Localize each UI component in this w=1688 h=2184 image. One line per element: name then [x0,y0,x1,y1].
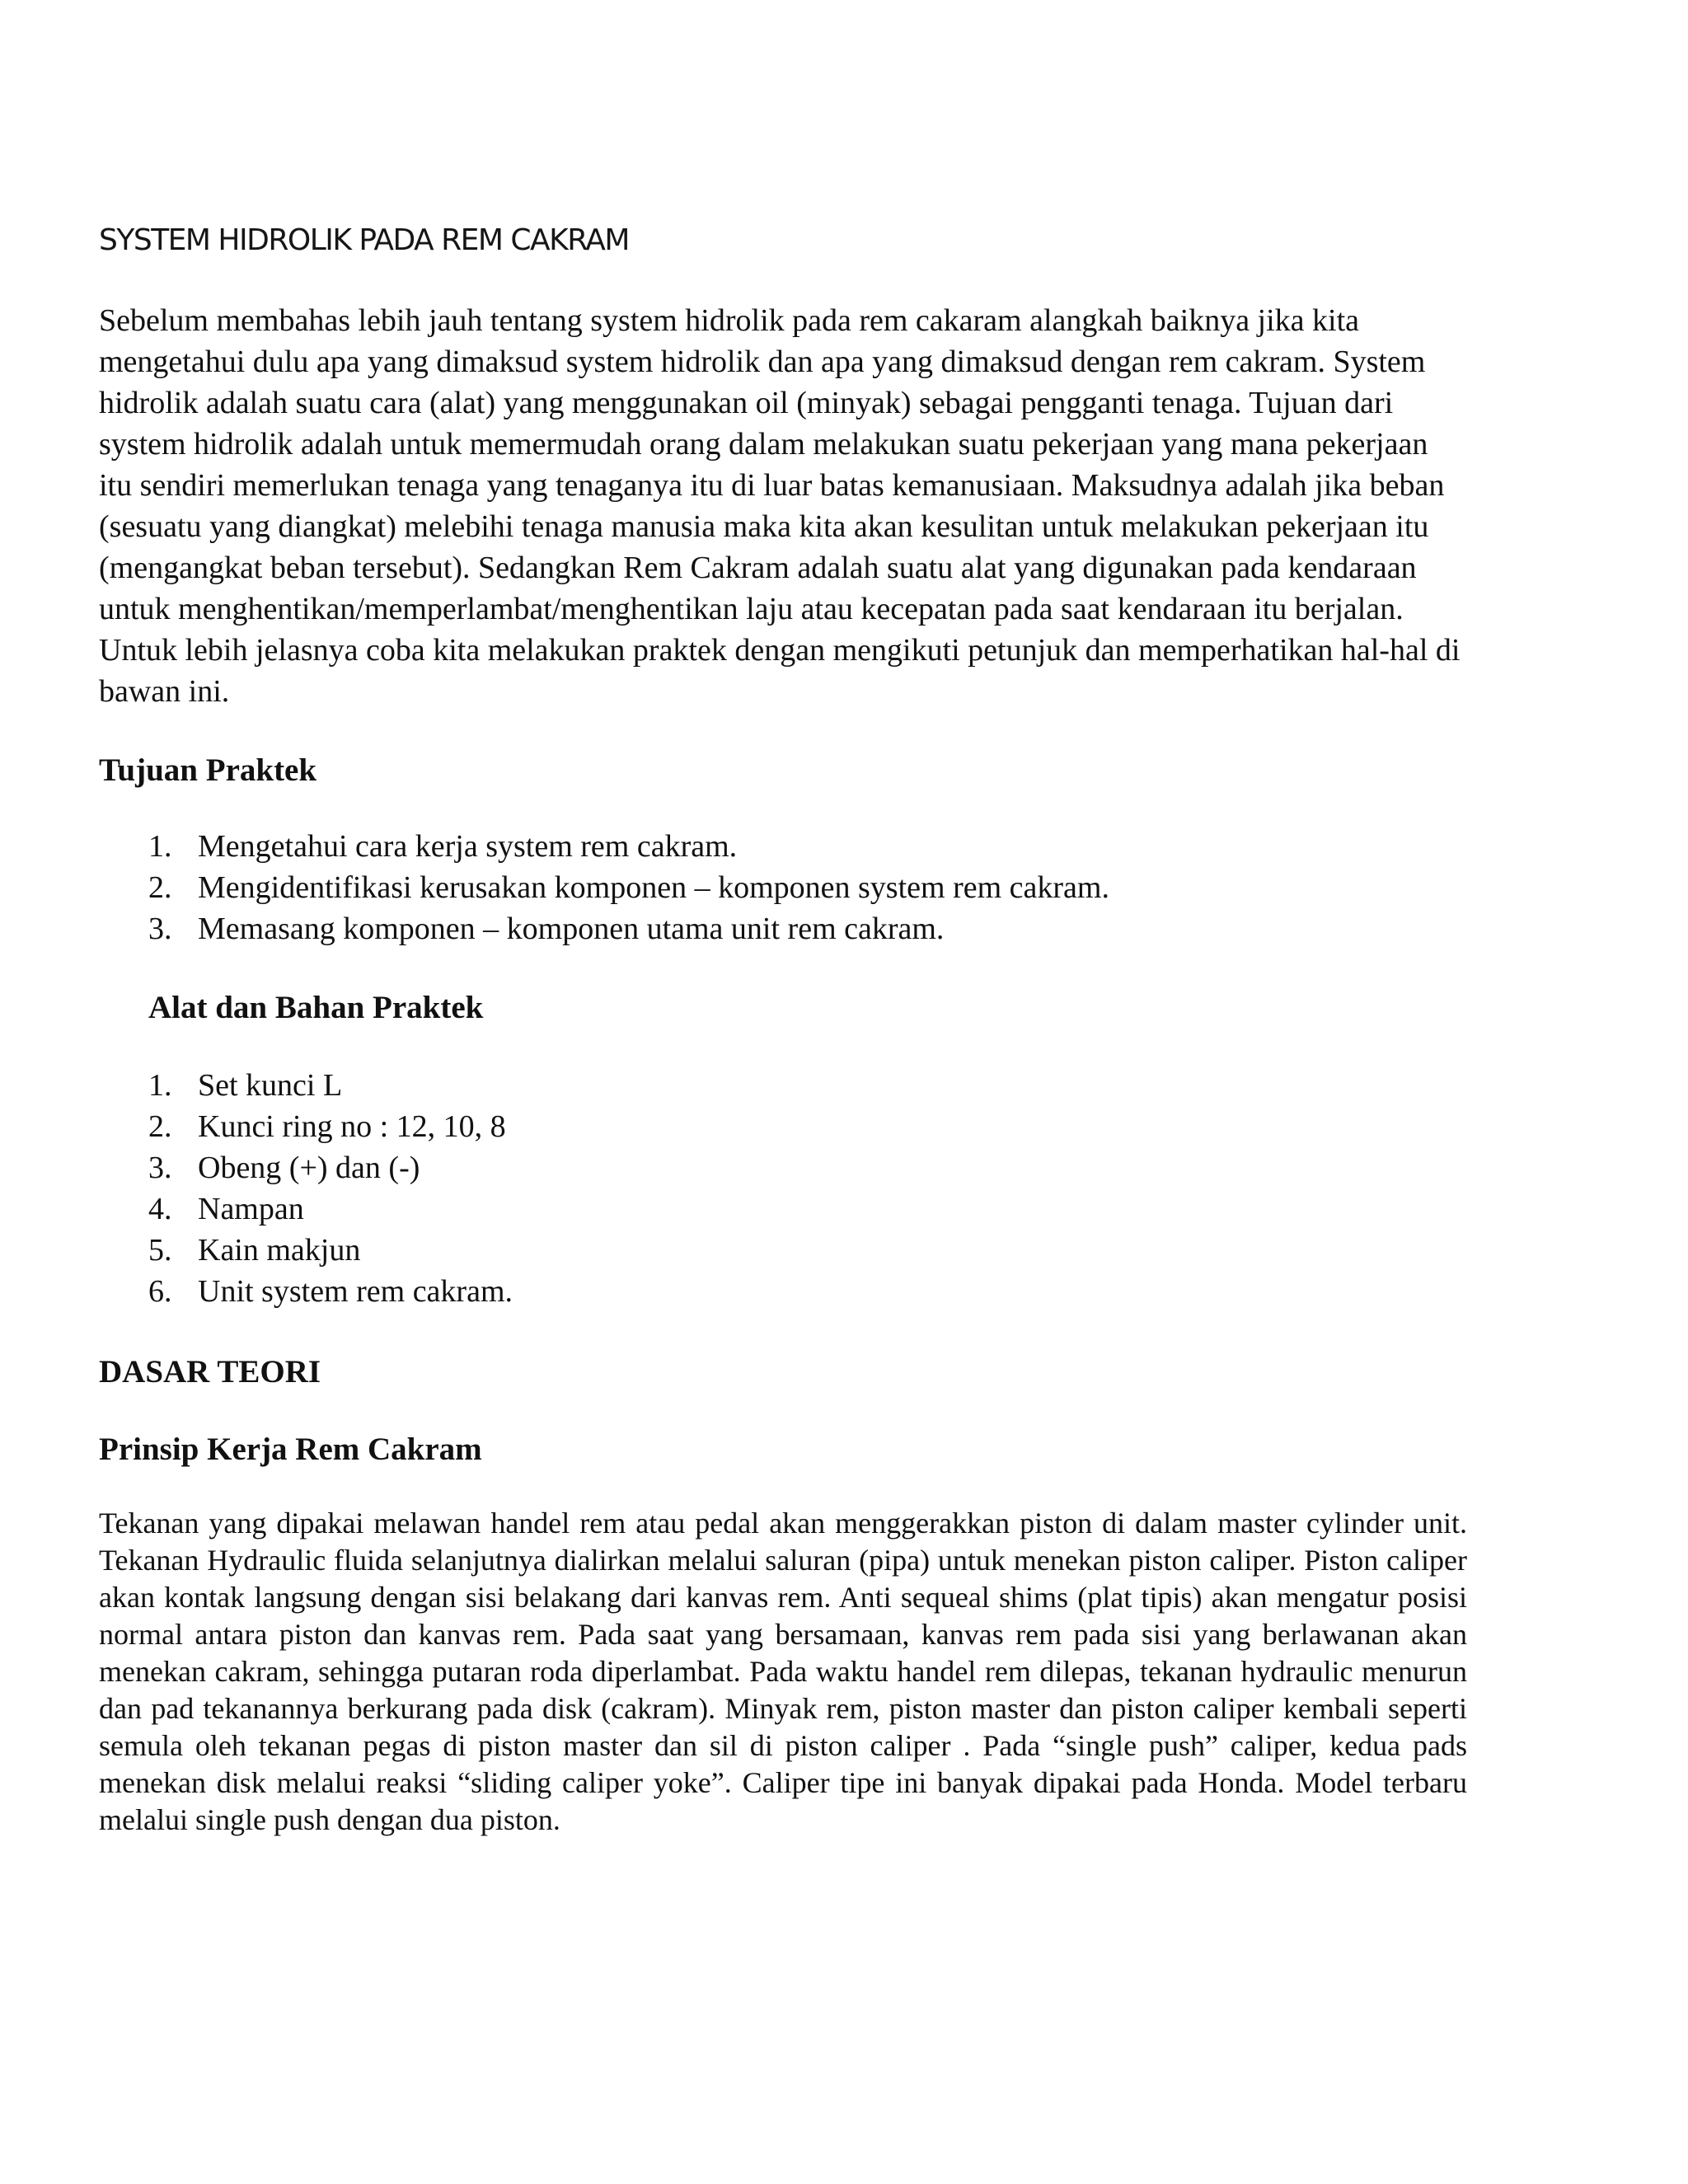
alat-heading: Alat dan Bahan Praktek [148,990,484,1025]
list-number: 2. [148,870,172,905]
document-title: SYSTEM HIDROLIK PADA REM CAKRAM [99,223,629,257]
list-item [99,1065,1467,1106]
list-number: 3. [148,1151,172,1185]
list-text: Kunci ring no : 12, 10, 8 [198,1109,506,1144]
list-item [99,1271,1467,1312]
dasar-teori-heading: DASAR TEORI [99,1354,321,1390]
list-text: Set kunci L [198,1068,343,1103]
tujuan-list [99,826,1467,949]
list-item [99,1106,1467,1147]
list-text: Mengetahui cara kerja system rem cakram. [198,829,738,864]
list-item [99,826,1467,867]
list-number: 4. [148,1192,172,1226]
prinsip-paragraph: Tekanan yang dipakai melawan handel rem atau pedal akan menggerakkan piston di dalam master cylinder unit. Tekanan Hydraulic fluida selanjutnya dialirkan melalui saluran (pipa) untuk menekan piston caliper. Piston caliper akan kontak langsung dengan sisi belakang dari kanvas rem. Anti sequeal shims (plat tipis) akan mengatur posisi normal antara piston dan kanvas rem. Pada saat yang bersamaan, kanvas rem pada sisi yang berlawanan akan menekan cakram, sehingga putaran roda diperlambat. Pada waktu handel rem dilepas, tekanan hydraulic menurun dan pad tekanannya berkurang pada disk (cakram). Minyak rem, piston master dan piston caliper kembali seperti semula oleh tekanan pegas di piston master dan sil di piston caliper . Pada “single push” caliper, kedua pads menekan disk melalui reaksi “sliding caliper yoke”. Caliper tipe ini banyak dipakai pada Honda. Model terbaru melalui single push dengan dua piston. [99,1507,1467,1836]
document-page [99,221,1467,1839]
alat-list [99,1065,1467,1312]
list-text: Unit system rem cakram. [198,1274,513,1309]
list-text: Obeng (+) dan (-) [198,1151,420,1185]
intro-paragraph: Sebelum membahas lebih jauh tentang system hidrolik pada rem cakaram alangkah baiknya jika kita mengetahui dulu apa yang dimaksud system hidrolik dan apa yang dimaksud dengan rem cakram. System hidrolik adalah suatu cara (alat) yang menggunakan oil (minyak) sebagai pengganti tenaga. Tujuan dari system hidrolik adalah untuk memermudah orang dalam melakukan suatu pekerjaan yang mana pekerjaan itu sendiri memerlukan tenaga yang tenaganya itu di luar batas kemanusiaan. Maksudnya adalah jika beban (sesuatu yang diangkat) melebihi tenaga manusia maka kita akan kesulitan untuk melakukan pekerjaan itu (mengangkat beban tersebut). Sedangkan Rem Cakram adalah suatu alat yang digunakan pada kendaraan untuk menghentikan/memperlambat/menghentikan laju atau kecepatan pada saat kendaraan itu berjalan. Untuk lebih jelasnya coba kita melakukan praktek dengan mengikuti petunjuk dan memperhatikan hal-hal di bawan ini. [99,303,1461,709]
prinsip-heading: Prinsip Kerja Rem Cakram [99,1432,482,1467]
list-number: 6. [148,1274,172,1309]
list-number: 2. [148,1109,172,1144]
tujuan-heading: Tujuan Praktek [99,752,317,788]
list-text: Mengidentifikasi kerusakan komponen – komponen system rem cakram. [198,870,1109,905]
list-number: 5. [148,1233,172,1268]
list-number: 1. [148,1068,172,1103]
list-number: 1. [148,829,172,864]
list-item [99,1147,1467,1188]
list-text: Kain makjun [198,1233,361,1268]
list-item [99,867,1467,908]
list-item [99,908,1467,949]
list-text: Memasang komponen – komponen utama unit rem cakram. [198,912,945,946]
list-item [99,1230,1467,1271]
list-item [99,1188,1467,1230]
list-text: Nampan [198,1192,304,1226]
list-number: 3. [148,912,172,946]
